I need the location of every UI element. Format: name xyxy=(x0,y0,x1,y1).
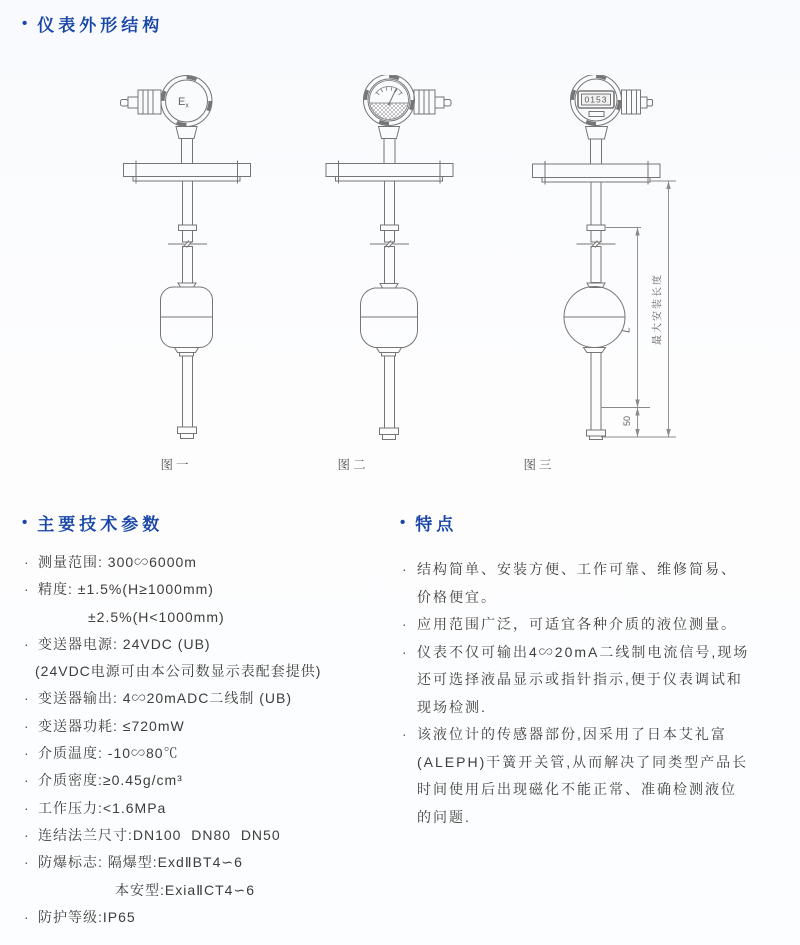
item-bullet-icon: · xyxy=(24,581,30,598)
param-text: 介质温度: -10∽80℃ xyxy=(38,745,179,762)
item-bullet-icon: · xyxy=(24,908,30,925)
feature-item xyxy=(400,721,792,749)
section-title-features-text: 特点 xyxy=(415,515,458,534)
item-bullet-icon: · xyxy=(24,854,30,871)
figure-3-linework xyxy=(533,75,677,440)
feature-item-continuation xyxy=(400,776,792,804)
section-title-structure xyxy=(22,11,163,36)
bullet-icon: • xyxy=(400,514,406,531)
item-bullet-icon: · xyxy=(402,616,407,632)
figure-1-flange xyxy=(124,161,251,184)
item-bullet-icon: · xyxy=(24,554,30,570)
item-bullet-icon: · xyxy=(24,635,30,652)
param-transmitter-output xyxy=(22,685,394,712)
item-bullet-icon: · xyxy=(24,799,30,816)
item-bullet-icon: · xyxy=(24,717,30,734)
dim-label-50: 50 xyxy=(622,415,632,427)
figure-3-head xyxy=(571,75,653,126)
figure-3-lower-rod xyxy=(587,353,606,440)
feature-text: 价格便宜。 xyxy=(417,588,497,605)
param-working-pressure xyxy=(22,795,394,822)
dim-label-l: L xyxy=(621,327,633,333)
digital-display-value: 0153 xyxy=(584,94,608,105)
feature-item-continuation xyxy=(400,804,792,832)
param-medium-density xyxy=(22,767,394,794)
figure-1-neck xyxy=(176,127,197,164)
section-title-parameters-text: 主要技术参数 xyxy=(37,515,164,534)
param-text: 防护等级:IP65 xyxy=(38,908,136,925)
figure-1-lower-rod xyxy=(178,356,197,439)
feature-item-continuation xyxy=(400,584,792,612)
figure-2-rod xyxy=(370,181,409,284)
dim-label-max-install-length: 最大安装长度 xyxy=(652,273,664,345)
section-title-features xyxy=(400,510,457,535)
param-text: 连结法兰尺寸:DN100 DN80 DN50 xyxy=(38,826,281,843)
param-accuracy xyxy=(22,576,394,603)
figure-2-flange xyxy=(326,161,453,184)
feature-text: 该液位计的传感器部份,因采用了日本艾礼富 xyxy=(417,726,727,742)
item-bullet-icon: · xyxy=(402,726,407,742)
param-text: 变送器输出: 4∽20mADC二线制 (UB) xyxy=(38,690,293,707)
figure-2-neck xyxy=(379,127,400,164)
figure-1-head-label: $E_x$ xyxy=(178,96,189,110)
param-medium-temperature xyxy=(22,740,394,767)
param-power-consumption xyxy=(22,713,394,740)
figure-1-head xyxy=(121,76,213,127)
bullet-icon: • xyxy=(22,514,28,531)
figure-3-flange xyxy=(533,161,661,185)
feature-item-continuation xyxy=(400,749,792,777)
item-bullet-icon: · xyxy=(24,826,30,843)
figure-2-drawing xyxy=(300,75,500,473)
features-list xyxy=(400,556,792,831)
feature-text: 结构简单、安装方便、工作可靠、维修简易、 xyxy=(417,561,737,577)
figure-3-drawing xyxy=(520,75,720,473)
item-bullet-icon: · xyxy=(24,745,30,762)
param-text: ±2.5%(H<1000mm) xyxy=(88,608,225,625)
feature-item xyxy=(400,639,792,667)
param-measuring-range xyxy=(22,549,394,576)
param-intrinsic-safe xyxy=(22,877,394,904)
param-text: 精度: ±1.5%(H≥1000mm) xyxy=(38,581,214,598)
section-title-structure-text: 仪表外形结构 xyxy=(37,16,164,35)
feature-text: 现场检测. xyxy=(417,698,487,715)
figure-3-rod xyxy=(577,182,616,283)
figure-1-drawing xyxy=(90,75,290,473)
param-accuracy-2 xyxy=(22,604,394,631)
figure-1-linework xyxy=(121,76,251,439)
figure-2-linework xyxy=(326,75,453,440)
param-power-note xyxy=(22,658,394,685)
param-text: 介质密度:≥0.45g/cm³ xyxy=(38,772,183,789)
param-text: 本安型:ExiaⅡCT4∽6 xyxy=(115,881,255,898)
feature-text: (ALEPH)干簧开关管,从而解决了同类型产品长 xyxy=(417,753,749,770)
param-text: 变送器功耗: ≤720mW xyxy=(38,717,185,734)
feature-text: 仪表不仅可输出4∽20mA二线制电流信号,现场 xyxy=(417,643,750,660)
figure-1-float xyxy=(161,283,213,356)
figure-1-rod xyxy=(168,181,207,283)
item-bullet-icon: · xyxy=(402,643,407,660)
item-bullet-icon: · xyxy=(24,690,30,707)
param-protection-class xyxy=(22,904,394,931)
feature-item-continuation xyxy=(400,666,792,694)
feature-item xyxy=(400,556,792,584)
param-explosion-proof xyxy=(22,849,394,876)
figure-3-neck xyxy=(586,127,608,165)
param-text: 变送器电源: 24VDC (UB) xyxy=(38,635,211,652)
figure-1-caption: 图一 xyxy=(160,458,192,472)
figure-3-caption: 图三 xyxy=(523,458,555,472)
parameters-list xyxy=(22,549,394,931)
feature-item xyxy=(400,611,792,639)
figure-3-float-sphere xyxy=(564,283,625,353)
param-flange-size xyxy=(22,822,394,849)
figure-2-lower-rod xyxy=(380,356,399,440)
feature-item-continuation xyxy=(400,694,792,722)
feature-text: 的问题. xyxy=(417,808,471,825)
figure-3-dimension-lines xyxy=(601,181,676,437)
feature-text: 还可选择液晶显示或指针指示,便于仪表调试和 xyxy=(417,671,743,687)
param-text: 测量范围: 300∽6000m xyxy=(38,554,197,570)
param-transmitter-power xyxy=(22,631,394,658)
item-bullet-icon: · xyxy=(402,561,407,577)
item-bullet-icon: · xyxy=(24,772,30,789)
param-text: (24VDC电源可由本公司数显示表配套提供) xyxy=(35,663,322,680)
section-title-parameters xyxy=(22,510,163,535)
figure-2-head xyxy=(364,75,452,126)
figure-2-float xyxy=(361,284,418,357)
feature-text: 时间使用后出现磁化不能正常、准确检测液位 xyxy=(417,781,737,797)
figure-2-caption: 图二 xyxy=(337,458,369,472)
feature-text: 应用范围广泛，可适宜各种介质的液位测量。 xyxy=(417,616,737,632)
param-text: 防爆标志: 隔爆型:ExdⅡBT4∽6 xyxy=(38,854,243,871)
bullet-icon: • xyxy=(22,15,28,32)
param-text: 工作压力:<1.6MPa xyxy=(38,799,167,816)
